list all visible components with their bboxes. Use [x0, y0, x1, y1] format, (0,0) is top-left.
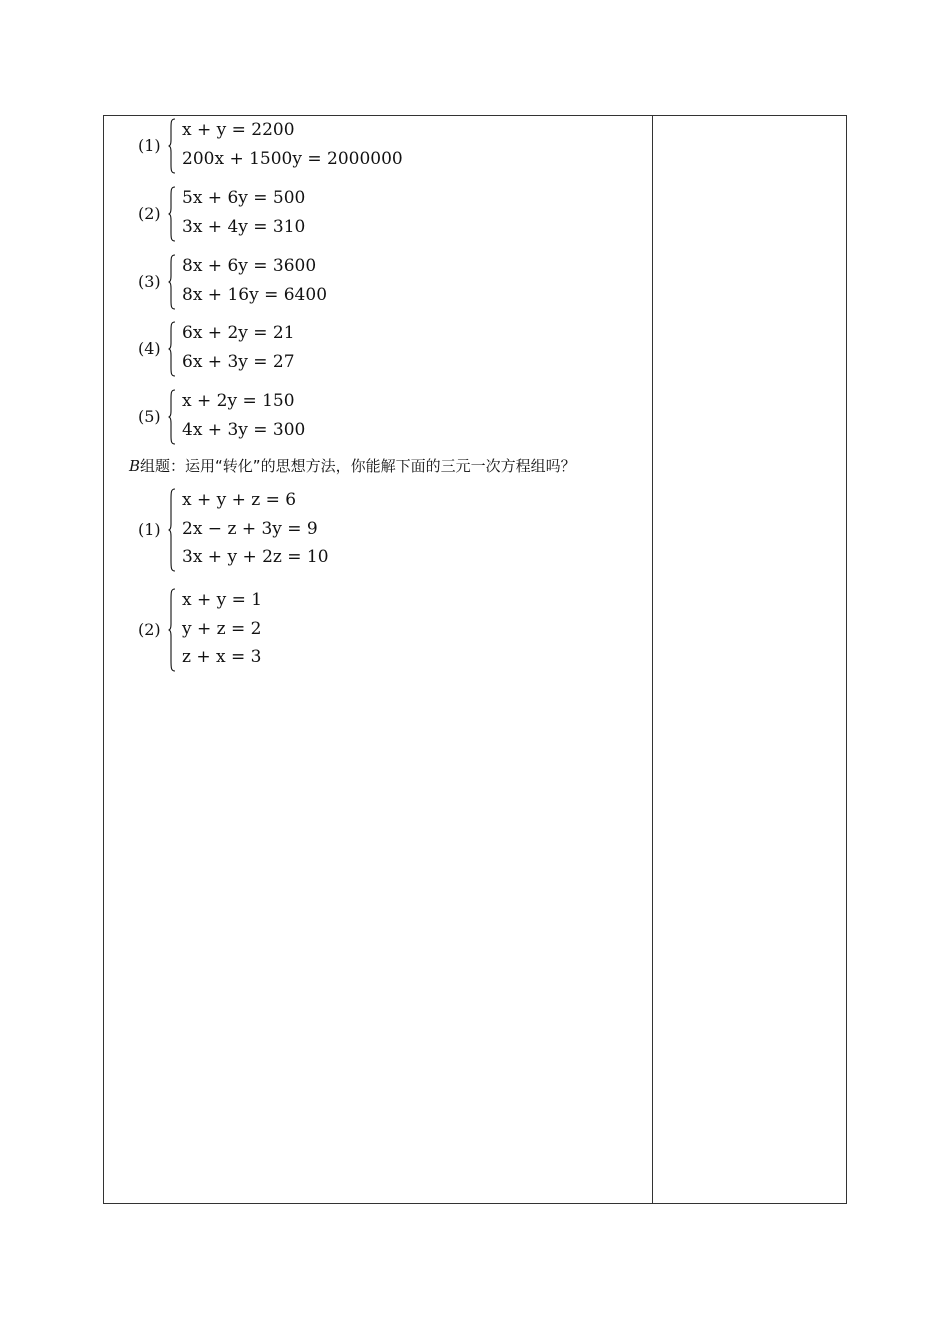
left-brace-icon: [168, 118, 176, 174]
equation: 3x + y + 2z = 10: [182, 547, 329, 567]
problem-number: (1): [138, 136, 161, 155]
problem-number: (4): [138, 339, 161, 358]
equation: 3x + 4y = 310: [182, 216, 306, 237]
equation: 5x + 6y = 500: [182, 188, 306, 208]
equation: x + 2y = 150: [182, 391, 295, 411]
equation: 6x + 2y = 21: [182, 323, 295, 343]
left-brace-icon: [168, 389, 176, 445]
worksheet-table: [103, 115, 847, 1204]
equation: x + y = 2200: [182, 120, 295, 140]
equation: 4x + 3y = 300: [182, 419, 306, 440]
equation: 8x + 16y = 6400: [182, 284, 328, 305]
problem-number: (1): [138, 520, 161, 539]
left-brace-icon: [168, 488, 176, 572]
problem-number: (5): [138, 407, 161, 426]
equation: y + z = 2: [182, 618, 262, 639]
equation: x + y = 1: [182, 590, 263, 610]
equation: 200x + 1500y = 2000000: [182, 148, 403, 169]
problem-number: (2): [138, 620, 161, 639]
group-b-heading: [129, 455, 576, 476]
group-b-letter: B: [129, 457, 141, 475]
left-brace-icon: [168, 321, 176, 377]
equation: x + y + z = 6: [182, 490, 297, 510]
equation: 8x + 6y = 3600: [182, 256, 317, 276]
left-brace-icon: [168, 588, 176, 672]
problem-number: (3): [138, 272, 161, 291]
column-divider: [652, 116, 653, 1203]
equation: 6x + 3y = 27: [182, 351, 295, 372]
left-brace-icon: [168, 186, 176, 242]
equation: z + x = 3: [182, 647, 262, 667]
left-brace-icon: [168, 254, 176, 310]
problem-number: (2): [138, 204, 161, 223]
group-b-heading-text: 组题：运用“转化”的思想方法，你能解下面的三元一次方程组吗？: [140, 457, 576, 475]
equation: 2x − z + 3y = 9: [182, 518, 318, 539]
